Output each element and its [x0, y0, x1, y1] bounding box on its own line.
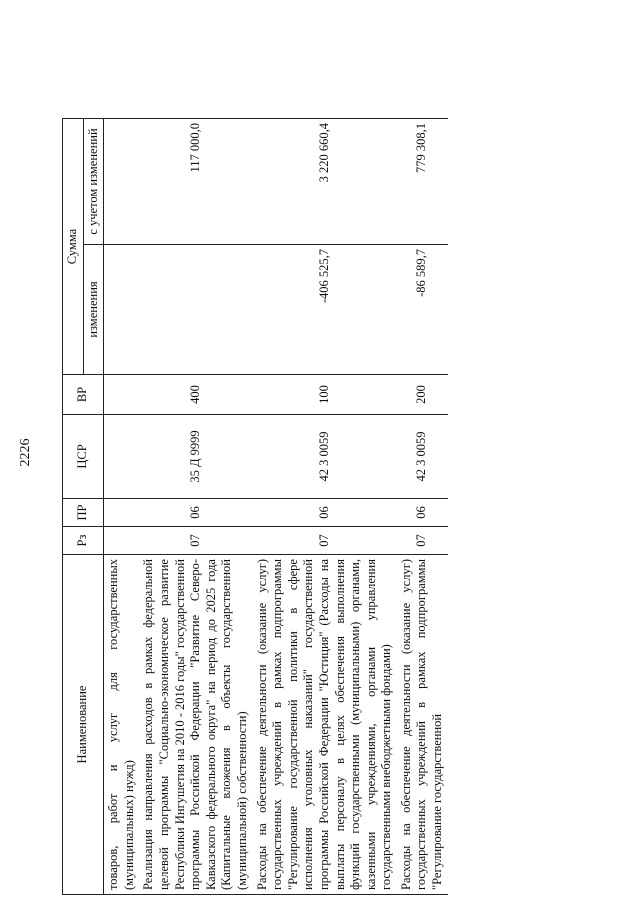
- row-vr: 400: [139, 375, 252, 415]
- row-rz: 07: [253, 527, 397, 555]
- row-pr: 06: [397, 499, 448, 527]
- row-csr: 42 3 0059: [253, 415, 397, 499]
- row-rz: [104, 527, 140, 555]
- header-vr: ВР: [63, 375, 104, 415]
- row-vr: 100: [253, 375, 397, 415]
- row-name: Реализация направления расходов в рамках федеральной целевой программы "Социально-экономическое развитие Республики Ингушетия на 2010 - 2016 годы" государственной программы Российской Федерации "Развитие Северо-Кавказского федерального округа" на период до 2025 года (Капитальные вложения в объекты государственной (муниципальной) собственности): [139, 555, 252, 895]
- header-name: Наименование: [63, 555, 104, 895]
- table-row: [253, 119, 397, 895]
- header-sum: Сумма: [63, 119, 84, 375]
- row-csr: 42 3 0059: [397, 415, 448, 499]
- row-pr: [104, 499, 140, 527]
- row-change: -406 525,7: [253, 245, 397, 375]
- row-pr: 06: [139, 499, 252, 527]
- row-csr: [104, 415, 140, 499]
- row-change: -86 589,7: [397, 245, 448, 375]
- row-name: товаров, работ и услуг для государственных (муниципальных) нужд): [104, 555, 140, 895]
- row-name: Расходы на обеспечение деятельности (оказание услуг) государственных учреждений в рамках подпрограммы "Регулирование государственной: [397, 555, 448, 895]
- row-name: Расходы на обеспечение деятельности (оказание услуг) государственных учреждений в рамках подпрограммы "Регулирование государственной политики в сфере исполнения уголовных наказаний" государственной программы Российской Федерации "Юстиция" (Расходы на выплаты персоналу в целях обеспечения выполнения функций государственными (муниципальными) органами, казенными учреждениями, органами управления государственными внебюджетными фондами): [253, 555, 397, 895]
- row-change: [104, 245, 140, 375]
- table-row: [397, 119, 448, 895]
- table-row: [139, 119, 252, 895]
- header-with-change: с учетом изменений: [83, 119, 104, 245]
- row-vr: 200: [397, 375, 448, 415]
- header-change: изменения: [83, 245, 104, 375]
- row-with-change: 117 000,0: [139, 119, 252, 245]
- row-vr: [104, 375, 140, 415]
- header-pr: ПР: [63, 499, 104, 527]
- row-rz: 07: [397, 527, 448, 555]
- page-number: 2226: [18, 438, 33, 467]
- row-with-change: 779 308,1: [397, 119, 448, 245]
- budget-table: [62, 118, 448, 895]
- table-row: [104, 119, 140, 895]
- row-with-change: [104, 119, 140, 245]
- row-pr: 06: [253, 499, 397, 527]
- row-with-change: 3 220 660,4: [253, 119, 397, 245]
- header-rz: Рз: [63, 527, 104, 555]
- header-csr: ЦСР: [63, 415, 104, 499]
- row-change: [139, 245, 252, 375]
- row-csr: 35 Д 9999: [139, 415, 252, 499]
- row-rz: 07: [139, 527, 252, 555]
